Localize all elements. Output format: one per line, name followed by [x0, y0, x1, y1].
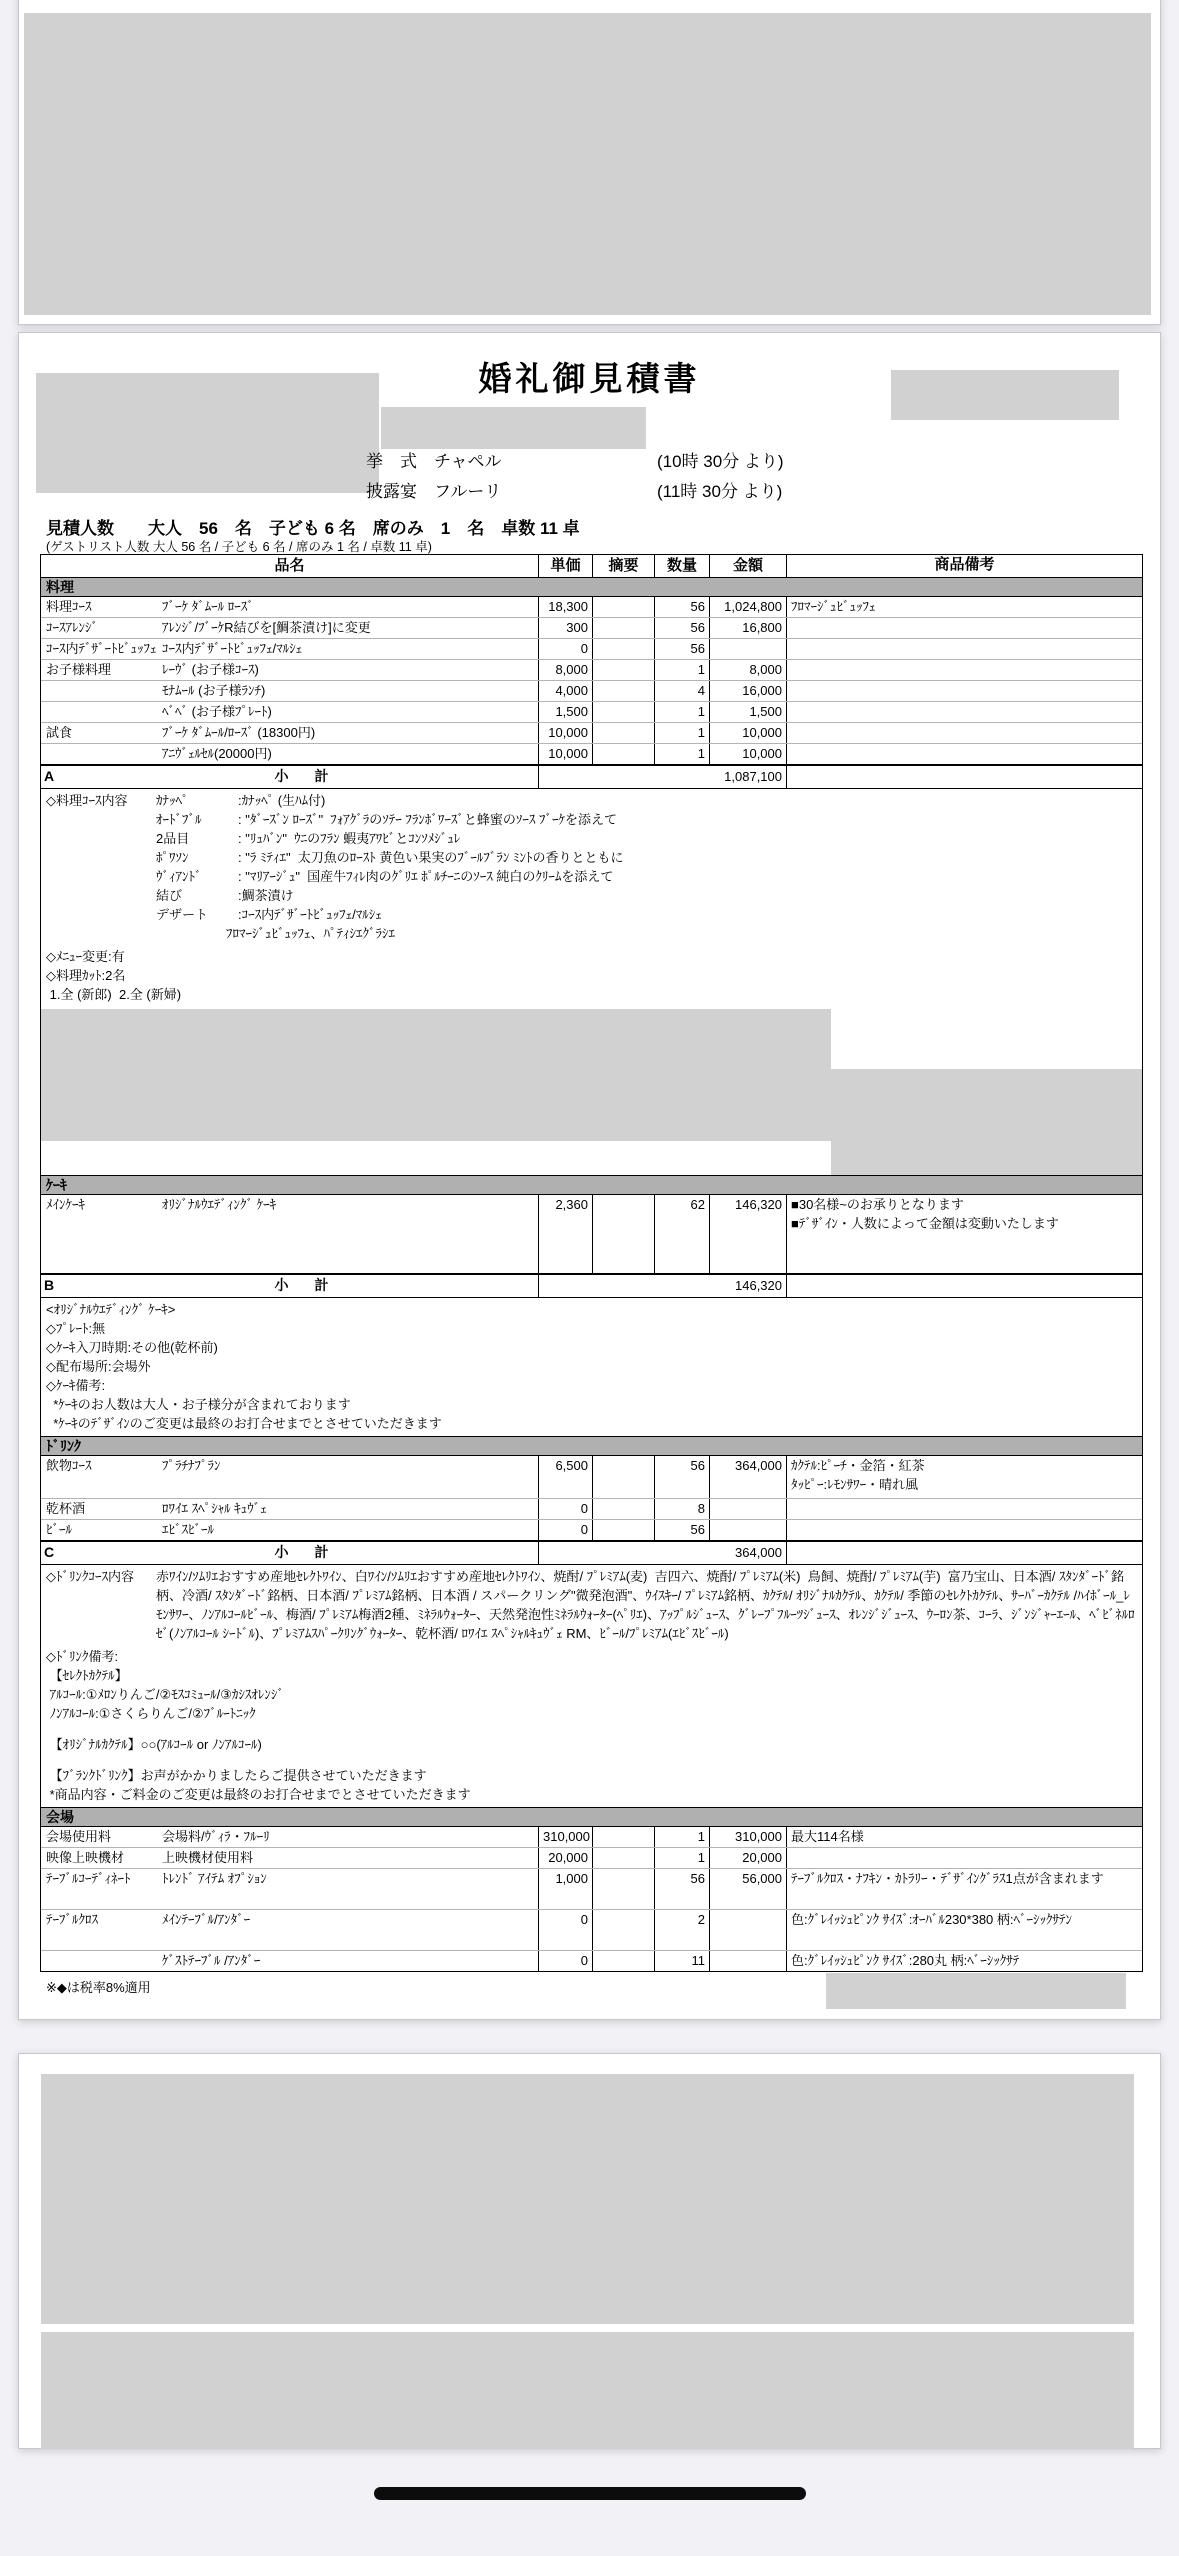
course-detail-line: ﾌﾛﾏｰｼﾞｭﾋﾞｭｯﾌｪ、ﾊﾟﾃｨｼｴｸﾞﾗｼｴ	[226, 926, 396, 941]
estimate-page	[18, 332, 1161, 2020]
note-line: *商品内容・ご料金のご変更は最終のお打合せまでとさせていただきます	[46, 1787, 471, 1802]
course-detail-line: 2品目 : "ﾘｭﾊﾞﾝ" ｳﾆのﾌﾗﾝ 蝦夷ｱﾜﾋﾞとｺﾝｿﾒｼﾞｭﾚ	[156, 831, 461, 846]
table-row: ｹﾞｽﾄﾃｰﾌﾞﾙ /ｱﾝﾀﾞｰ 0 11 色:ｸﾞﾚｲｯｼｭﾋﾟﾝｸ ｻｲｽﾞ:280丸 柄:ﾍﾞｰｼｯｸｻﾃ	[41, 1950, 1142, 1971]
course-detail-line: ｳﾞｨｱﾝﾄﾞ : "ﾏﾘｱｰｼﾞｭ" 国産牛ﾌｨﾚ肉のｸﾞﾘｴ ﾎﾟﾙﾁｰﾆのｿｰｽ 純白のｸﾘｰﾑを添えて	[156, 869, 614, 884]
section-band-cake: ｹｰｷ	[41, 1175, 1142, 1195]
table-row: ｺｰｽ内ﾃﾞｻﾞｰﾄﾋﾞｭｯﾌｪ ｺｰｽ内ﾃﾞｻﾞｰﾄﾋﾞｭｯﾌｪ/ﾏﾙｼｪ 0 56	[41, 638, 1142, 659]
note-line: ◇ﾄﾞﾘﾝｸ備考:	[46, 1649, 119, 1664]
course-detail-line: 結び :鯛茶漬け	[156, 888, 294, 903]
redaction-block	[381, 407, 646, 449]
table-row: お子様料理 ﾚｰｳﾞ (お子様ｺｰｽ) 8,000 1 8,000	[41, 659, 1142, 680]
redaction-block	[24, 13, 1151, 315]
table-row: ﾍﾞﾍﾞ (お子様ﾌﾟﾚｰﾄ) 1,500 1 1,500	[41, 701, 1142, 722]
table-row: ﾃｰﾌﾞﾙｸﾛｽ ﾒｲﾝﾃｰﾌﾞﾙ/ｱﾝﾀﾞｰ 0 2 色:ｸﾞﾚｲｯｼｭﾋﾟﾝｸ ｻｲｽﾞ:ｵｰﾊﾞﾙ230*380 柄:ﾍﾞｰｼｯｸｻﾃﾝ	[41, 1909, 1142, 1950]
table-row: 料理ｺｰｽ ﾌﾞｰｹ ﾀﾞﾑｰﾙ ﾛｰｽﾞ 18,300 56 1,024,800 ﾌﾛﾏｰｼﾞｭﾋﾞｭｯﾌｪ	[41, 597, 1142, 617]
food-course-detail: ◇料理ｺｰｽ内容 ｶﾅｯﾍﾟ :ｶﾅｯﾍﾟ (生ﾊﾑ付) ｵｰﾄﾞﾌﾞﾙ : "ﾀﾞｰｽﾞﾝ ﾛｰｽﾞ" ﾌｫｱｸﾞﾗのｿﾃｰ ﾌﾗﾝﾎﾞﾜｰｽﾞと蜂蜜のｿｰｽ ﾌﾞｰｹを添えて 2品目 : "ﾘｭﾊﾞﾝ" ｳﾆのﾌﾗﾝ 蝦夷ｱﾜﾋﾞとｺﾝｿﾒｼﾞｭﾚ ﾎﾟﾜｿﾝ : "ﾗ ﾐﾃｨｴ" 太刀魚のﾛｰｽﾄ 黄色い果実のﾌﾞｰﾙﾌﾞﾗﾝ ﾐﾝﾄの香りとともに ｳﾞｨｱﾝﾄﾞ : "ﾏﾘｱｰｼﾞｭ" 国産牛ﾌｨﾚ肉のｸﾞﾘｴ ﾎﾟﾙﾁｰﾆのｿｰｽ 純白のｸﾘｰﾑを添えて 結び :鯛茶漬け デザート :ｺｰｽ内ﾃﾞｻﾞｰﾄﾋﾞｭｯﾌｪ/ﾏﾙｼｪ ﾌﾛﾏｰｼﾞｭﾋﾞｭｯﾌｪ、ﾊﾟﾃｨｼｴｸﾞﾗｼｴ	[41, 788, 1142, 945]
reception-time: (11時 30分 より)	[657, 482, 783, 501]
note-line: ◇ｹｰｷ入刀時期:その他(乾杯前)	[46, 1340, 218, 1355]
document-header	[19, 333, 1160, 554]
reception-line	[366, 482, 501, 502]
section-band-food: 料理	[41, 577, 1142, 597]
course-detail-line: ﾎﾟﾜｿﾝ : "ﾗ ﾐﾃｨｴ" 太刀魚のﾛｰｽﾄ 黄色い果実のﾌﾞｰﾙﾌﾞﾗﾝ ﾐﾝﾄの香りとともに	[156, 850, 624, 865]
note-line: ﾉﾝｱﾙｺｰﾙ:①さくらりんご/②ﾌﾞﾙｰﾄﾆｯｸ	[46, 1706, 256, 1721]
subtotal-row-cake: B 小 計 146,320	[41, 1273, 1142, 1297]
note-line: ｱﾙｺｰﾙ:①ﾒﾛﾝりんご/②ﾓｽｺﾐｭｰﾙ/③ｶｼｽｵﾚﾝｼﾞ	[46, 1687, 284, 1702]
ceremony-time: (10時 30分 より)	[657, 452, 784, 471]
redacted-zone	[41, 1007, 1142, 1175]
table-row: ｺｰｽｱﾚﾝｼﾞ ｱﾚﾝｼﾞ/ﾌﾞｰｹR結びを[鯛茶漬け]に変更 300 56 16,800	[41, 617, 1142, 638]
ceremony-line	[366, 452, 502, 472]
table-row: 乾杯酒 ﾛﾜｲｴ ｽﾍﾟｼｬﾙ ｷｭｳﾞｪ 0 8	[41, 1498, 1142, 1519]
attendees-values: 大人 56 名 子ども 6 名 席のみ 1 名 卓数 11 卓	[148, 519, 580, 538]
attendee-count-line	[46, 514, 580, 539]
note-line: 【ｾﾚｸﾄｶｸﾃﾙ】	[46, 1668, 128, 1683]
redaction-block	[36, 373, 379, 493]
redaction-block	[831, 1069, 1142, 1175]
note-line: 【ﾌﾞﾗﾝｸﾄﾞﾘﾝｸ】お声がかかりましたらご提供させていただきます	[46, 1768, 427, 1783]
col-note: 商品備考	[786, 555, 1142, 577]
estimate-table	[40, 554, 1143, 1972]
cake-notes	[41, 1297, 1142, 1436]
note-line: ◇配布場所:会場外	[46, 1359, 151, 1374]
table-row: ﾋﾞｰﾙ ｴﾋﾞｽﾋﾞｰﾙ 0 56	[41, 1519, 1142, 1540]
table-row: ﾓﾅﾑｰﾙ (お子様ﾗﾝﾁ) 4,000 4 16,000	[41, 680, 1142, 701]
food-notes	[41, 945, 1142, 1007]
note-line: ◇ﾒﾆｭｰ変更:有	[46, 949, 125, 964]
col-amount: 金額	[709, 555, 786, 577]
reception-label: 披露宴	[366, 482, 417, 501]
page-next-fragment	[18, 2053, 1161, 2449]
subtotal-row-drink: C 小 計 364,000	[41, 1540, 1142, 1564]
page-previous-fragment	[18, 0, 1161, 325]
note-line	[46, 1754, 1142, 1766]
note-line: *ｹｰｷのﾃﾞｻﾞｲﾝのご変更は最終のお打合せまでとさせていただきます	[46, 1416, 442, 1431]
note-line: <ｵﾘｼﾞﾅﾙｳｴﾃﾞｨﾝｸﾞ ｹｰｷ>	[46, 1302, 176, 1317]
table-row: 試食 ﾌﾞｰｹ ﾀﾞﾑｰﾙ/ﾛｰｽﾞ (18300円) 10,000 1 10,000	[41, 722, 1142, 743]
ceremony-label: 挙 式	[366, 452, 417, 471]
course-detail-line: デザート :ｺｰｽ内ﾃﾞｻﾞｰﾄﾋﾞｭｯﾌｪ/ﾏﾙｼｪ	[156, 907, 382, 922]
col-unit: 単価	[538, 555, 592, 577]
note-line: ◇ｹｰｷ備考:	[46, 1378, 106, 1393]
redaction-block	[41, 2332, 1134, 2449]
table-header-row	[41, 555, 1142, 577]
table-row: ｱﾆｳﾞｪﾙｾﾙ(20000円) 10,000 1 10,000	[41, 743, 1142, 764]
note-line: 1.全 (新郎) 2.全 (新婦)	[46, 987, 182, 1002]
drink-notes	[41, 1645, 1142, 1807]
drink-course-text: 赤ﾜｲﾝ/ｿﾑﾘｴおすすめ産地ｾﾚｸﾄﾜｲﾝ、白ﾜｲﾝ/ｿﾑﾘｴおすすめ産地ｾﾚｸﾄﾜｲﾝ、焼酎/ ﾌﾟﾚﾐｱﾑ(麦) 吉四六、焼酎/ ﾌﾟﾚﾐｱﾑ(米) 鳥飼、焼酎/ ﾌﾟﾚﾐｱﾑ(芋) 富乃宝山、日本酒/ ｽﾀﾝﾀﾞｰﾄﾞ銘柄、冷酒/ ｽﾀﾝﾀﾞｰﾄﾞ銘柄、日本酒/ ﾌﾟﾚﾐｱﾑ銘柄、日本酒 / スパークリング"微発泡酒"、ｳｲｽｷｰ/ ﾌﾟﾚﾐｱﾑ銘柄、ｶｸﾃﾙ/ ｵﾘｼﾞﾅﾙｶｸﾃﾙ、ｶｸﾃﾙ/ 季節のｾﾚｸﾄｶｸﾃﾙ、ｻｰﾊﾞｰｶｸﾃﾙ /ﾊｲﾎﾞｰﾙ_ﾚﾓﾝｻﾜｰ、ﾉﾝｱﾙｺｰﾙﾋﾞｰﾙ、梅酒/ ﾌﾟﾚﾐｱﾑ梅酒2種、ﾐﾈﾗﾙｳｫｰﾀｰ、天然発泡性ﾐﾈﾗﾙｳｫｰﾀｰ(ﾍﾟﾘｴ)、ｱｯﾌﾟﾙｼﾞｭｰｽ、ｸﾞﾚｰﾌﾟﾌﾙｰﾂｼﾞｭｰｽ、ｵﾚﾝｼﾞｼﾞｭｰｽ、ｳｰﾛﾝ茶、ｺｰﾗ、ｼﾞﾝｼﾞｬｰｴｰﾙ、ﾍﾞﾋﾞﾈﾙﾛｾﾞ(ﾉﾝｱﾙｺｰﾙ ｼｰﾄﾞﾙ)、ﾌﾟﾚﾐｱﾑｽﾊﾟｰｸﾘﾝｸﾞｳｫｰﾀｰ、乾杯酒/ ﾛﾜｲｴ ｽﾍﾟｼｬﾙｷｭｳﾞｪ RM、ﾋﾞｰﾙ/ﾌﾟﾚﾐｱﾑ(ｴﾋﾞｽﾋﾞｰﾙ)	[156, 1569, 1135, 1641]
col-qty: 数量	[654, 555, 709, 577]
ceremony-value: チャペル	[434, 452, 502, 471]
redaction-block	[41, 2074, 1134, 2324]
note-line: ◇料理ｶｯﾄ:2名	[46, 968, 126, 983]
table-row: 映像上映機材 上映機材使用料 20,000 1 20,000	[41, 1847, 1142, 1868]
drink-course-detail: ◇ﾄﾞﾘﾝｸｺｰｽ内容 赤ﾜｲﾝ/ｿﾑﾘｴおすすめ産地ｾﾚｸﾄﾜｲﾝ、白ﾜｲﾝ/ｿﾑﾘｴおすすめ産地ｾﾚｸﾄﾜｲﾝ、焼酎/ ﾌﾟﾚﾐｱﾑ(麦) 吉四六、焼酎/ ﾌﾟﾚﾐｱﾑ(米) 鳥飼、焼酎/ ﾌﾟﾚﾐｱﾑ(芋) 富乃宝山、日本酒/ ｽﾀﾝﾀﾞｰﾄﾞ銘柄、冷酒/ ｽﾀﾝﾀﾞｰﾄﾞ銘柄、日本酒/ ﾌﾟﾚﾐｱﾑ銘柄、日本酒 / スパークリング"微発泡酒"、ｳｲｽｷｰ/ ﾌﾟﾚﾐｱﾑ銘柄、ｶｸﾃﾙ/ ｵﾘｼﾞﾅﾙｶｸﾃﾙ、ｶｸﾃﾙ/ 季節のｾﾚｸﾄｶｸﾃﾙ、ｻｰﾊﾞｰｶｸﾃﾙ /ﾊｲﾎﾞｰﾙ_ﾚﾓﾝｻﾜｰ、ﾉﾝｱﾙｺｰﾙﾋﾞｰﾙ、梅酒/ ﾌﾟﾚﾐｱﾑ梅酒2種、ﾐﾈﾗﾙｳｫｰﾀｰ、天然発泡性ﾐﾈﾗﾙｳｫｰﾀｰ(ﾍﾟﾘｴ)、ｱｯﾌﾟﾙｼﾞｭｰｽ、ｸﾞﾚｰﾌﾟﾌﾙｰﾂｼﾞｭｰｽ、ｵﾚﾝｼﾞｼﾞｭｰｽ、ｳｰﾛﾝ茶、ｺｰﾗ、ｼﾞﾝｼﾞｬｰｴｰﾙ、ﾍﾞﾋﾞﾈﾙﾛｾﾞ(ﾉﾝｱﾙｺｰﾙ ｼｰﾄﾞﾙ)、ﾌﾟﾚﾐｱﾑｽﾊﾟｰｸﾘﾝｸﾞｳｫｰﾀｰ、乾杯酒/ ﾛﾜｲｴ ｽﾍﾟｼｬﾙｷｭｳﾞｪ RM、ﾋﾞｰﾙ/ﾌﾟﾚﾐｱﾑ(ｴﾋﾞｽﾋﾞｰﾙ)	[41, 1564, 1142, 1645]
note-line: *ｹｰｷのお人数は大人・お子様分が含まれております	[46, 1397, 351, 1412]
page-title: 婚礼御見積書	[478, 360, 701, 397]
section-band-drink: ﾄﾞﾘﾝｸ	[41, 1436, 1142, 1456]
section-band-venue: 会場	[41, 1807, 1142, 1827]
table-row: 会場使用料 会場料/ｳﾞｨﾗ・ﾌﾙｰﾘ 310,000 1 310,000 最大114名様	[41, 1827, 1142, 1847]
course-detail-line: ｶﾅｯﾍﾟ :ｶﾅｯﾍﾟ (生ﾊﾑ付)	[156, 793, 326, 808]
table-row: ﾒｲﾝｹｰｷ ｵﾘｼﾞﾅﾙｳｴﾃﾞｨﾝｸﾞ ｹｰｷ 2,360 62 146,320 ■30名様~のお承りとなります ■ﾃﾞｻﾞｲﾝ・人数によって金額は変動いたします	[41, 1195, 1142, 1273]
home-indicator[interactable]	[374, 2487, 806, 2500]
subtotal-row-food: A 小 計 1,087,100	[41, 764, 1142, 788]
redaction-block	[891, 370, 1119, 420]
reception-value: フルーリ	[434, 482, 502, 501]
redaction-block	[41, 1009, 831, 1141]
guest-list-line: (ゲストリスト人数 大人 56 名 / 子ども 6 名 / 席のみ 1 名 / 卓数 11 卓)	[46, 540, 432, 554]
redaction-block	[826, 1973, 1126, 2009]
tax-note: ※◆は税率8%適用	[46, 1980, 151, 1995]
note-line	[46, 1723, 1142, 1735]
table-row: ﾃｰﾌﾞﾙｺｰﾃﾞｨﾈｰﾄ ﾄﾚﾝﾄﾞ ｱｲﾃﾑ ｵﾌﾟｼｮﾝ 1,000 56 56,000 ﾃｰﾌﾞﾙｸﾛｽ・ﾅﾌｷﾝ・ｶﾄﾗﾘｰ・ﾃﾞｻﾞｲﾝｸﾞﾗｽ1点が含まれます	[41, 1868, 1142, 1909]
attendees-label: 見積人数	[46, 519, 114, 538]
col-memo: 摘要	[592, 555, 654, 577]
course-detail-line: ｵｰﾄﾞﾌﾞﾙ : "ﾀﾞｰｽﾞﾝ ﾛｰｽﾞ" ﾌｫｱｸﾞﾗのｿﾃｰ ﾌﾗﾝﾎﾞﾜｰｽﾞと蜂蜜のｿｰｽ ﾌﾞｰｹを添えて	[156, 812, 618, 827]
col-name: 品名	[274, 557, 305, 574]
note-line: ◇ﾌﾟﾚｰﾄ:無	[46, 1321, 106, 1336]
note-line: 【ｵﾘｼﾞﾅﾙｶｸﾃﾙ】○○(ｱﾙｺｰﾙ or ﾉﾝｱﾙｺｰﾙ)	[46, 1737, 262, 1752]
table-row: 飲物ｺｰｽ ﾌﾟﾗﾁﾅﾌﾟﾗﾝ 6,500 56 364,000 ｶｸﾃﾙ:ﾋﾟｰﾁ・金箔・紅茶 ﾀｯﾋﾟｰ:ﾚﾓﾝｻﾜｰ・晴れ風	[41, 1456, 1142, 1498]
